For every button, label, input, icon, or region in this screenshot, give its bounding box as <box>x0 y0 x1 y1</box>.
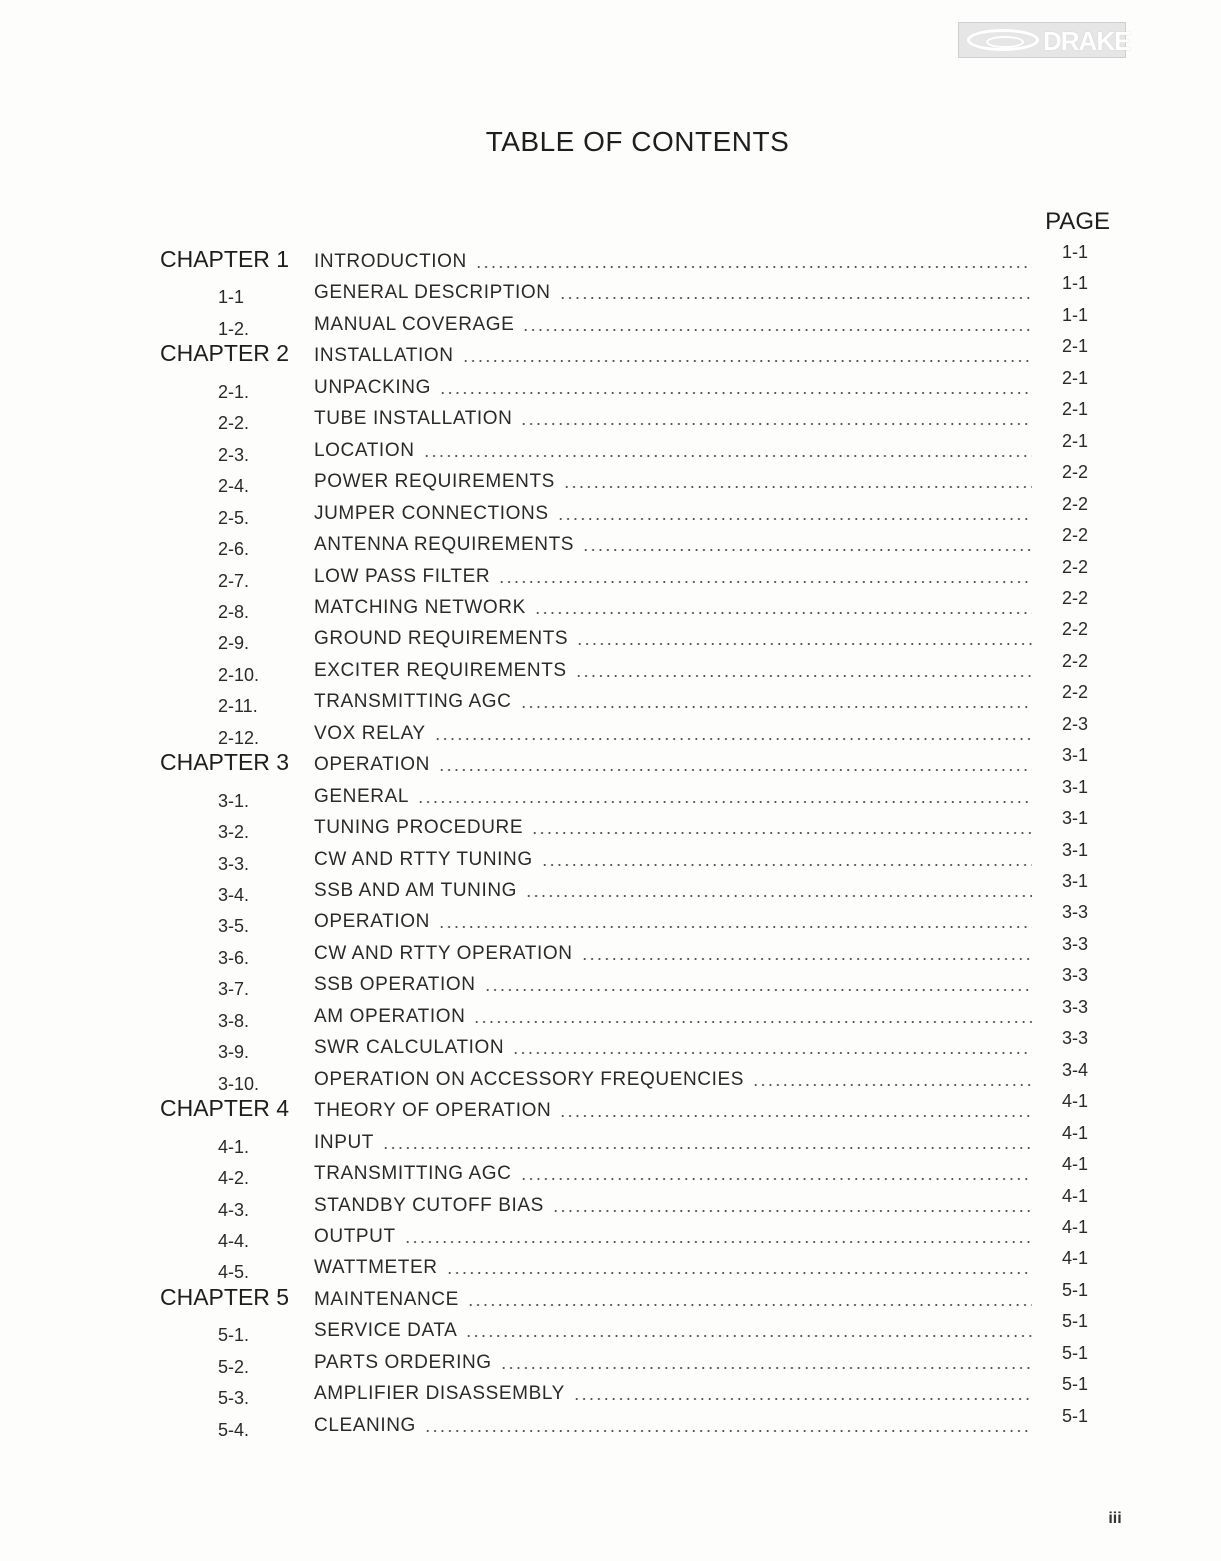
entry-page: 3-1 <box>1061 745 1088 766</box>
entry-title: INTRODUCTION <box>314 251 467 272</box>
entry-page: 2-2 <box>1061 650 1088 671</box>
toc-chapter-entry <box>0 745 1221 777</box>
entry-title: EXCITER REQUIREMENTS <box>314 659 567 681</box>
toc-section-entry <box>0 1405 1221 1440</box>
section-number: 5-4. <box>218 1419 250 1440</box>
toc-section-entry <box>0 1059 1221 1094</box>
entry-page: 3-1 <box>1061 776 1088 797</box>
entry-title-line <box>314 531 1032 556</box>
section-number: 2-10. <box>218 664 260 685</box>
section-number: 2-6. <box>218 539 250 560</box>
dot-leader <box>582 534 1032 553</box>
entry-title: TUBE INSTALLATION <box>314 408 513 430</box>
entry-title-line <box>314 405 1032 430</box>
entry-title: GROUND REQUIREMENTS <box>314 628 569 650</box>
dot-leader <box>484 974 1032 993</box>
entry-title: ANTENNA REQUIREMENTS <box>314 534 575 556</box>
drake-emblem-icon <box>967 29 1039 51</box>
entry-page: 2-2 <box>1061 587 1088 608</box>
dot-leader <box>520 408 1032 427</box>
section-number: 3-6. <box>218 947 250 968</box>
entry-title: PARTS ORDERING <box>314 1351 492 1373</box>
entry-page: 2-2 <box>1061 619 1088 640</box>
dot-leader <box>576 628 1032 647</box>
dot-leader <box>417 786 1032 805</box>
section-number: 5-1. <box>218 1325 250 1346</box>
dot-leader <box>520 1163 1033 1182</box>
toc-section-entry <box>0 462 1221 497</box>
entry-title-line <box>314 437 1032 462</box>
toc-chapter-entry <box>0 1091 1221 1123</box>
section-number: 3-1. <box>218 790 250 811</box>
entry-title: OPERATION ON ACCESSORY FREQUENCIES <box>314 1068 745 1090</box>
toc-section-entry <box>0 839 1221 874</box>
section-number: 2-9. <box>218 633 250 654</box>
entry-title: SSB AND AM TUNING <box>314 880 518 901</box>
entry-title-line <box>314 248 1032 273</box>
chapter-number: CHAPTER 1 <box>160 246 290 272</box>
toc-section-entry <box>0 713 1221 748</box>
toc-section-entry <box>0 808 1221 843</box>
entry-page: 4-1 <box>1061 1216 1088 1237</box>
entry-title: JUMPER CONNECTIONS <box>314 502 549 524</box>
entry-page: 4-1 <box>1061 1248 1088 1269</box>
entry-title: TUNING PROCEDURE <box>314 817 524 839</box>
entry-title: VOX RELAY <box>314 722 426 744</box>
entry-page: 4-1 <box>1061 1185 1088 1206</box>
entry-title: AMPLIFIER DISASSEMBLY <box>314 1383 565 1405</box>
dot-leader <box>563 471 1032 490</box>
section-number: 4-2. <box>218 1168 250 1189</box>
chapter-number: CHAPTER 5 <box>160 1283 290 1310</box>
dot-leader <box>434 723 1032 742</box>
toc-section-entry <box>0 430 1221 465</box>
dot-leader <box>500 1352 1032 1371</box>
dot-leader <box>512 1037 1032 1056</box>
dot-leader <box>382 1132 1032 1151</box>
dot-leader <box>467 1289 1032 1308</box>
entry-title-line <box>314 751 1032 776</box>
entry-page: 5-1 <box>1061 1279 1088 1300</box>
dot-leader <box>423 440 1032 459</box>
toc-section-entry <box>0 1216 1221 1251</box>
section-number: 2-12. <box>218 727 260 748</box>
entry-page: 5-1 <box>1061 1405 1088 1426</box>
section-number: 4-4. <box>218 1230 250 1251</box>
section-number: 5-2. <box>218 1356 250 1377</box>
entry-page: 2-2 <box>1061 493 1088 514</box>
entry-page: 1-1 <box>1061 304 1088 325</box>
dot-leader <box>475 251 1032 270</box>
entry-title: WATTMETER <box>314 1257 438 1279</box>
toc-section-entry <box>0 1248 1221 1283</box>
entry-page: 3-3 <box>1061 933 1088 954</box>
section-number: 3-2. <box>218 822 250 843</box>
entry-page: 2-1 <box>1061 336 1088 357</box>
toc-section-entry <box>0 682 1221 717</box>
entry-title: MATCHING NETWORK <box>314 596 526 618</box>
entry-page: 1-1 <box>1061 242 1088 262</box>
section-number: 2-5. <box>218 507 250 528</box>
section-number: 2-2. <box>218 413 250 434</box>
toc-section-entry <box>0 525 1221 560</box>
section-number: 3-4. <box>218 885 250 905</box>
entry-title-line <box>314 311 1032 336</box>
entry-title-line <box>314 625 1032 650</box>
toc-section-entry <box>0 902 1221 937</box>
toc-section-entry <box>0 933 1221 968</box>
section-number: 4-3. <box>218 1199 250 1220</box>
entry-title-line <box>314 468 1032 493</box>
dot-leader <box>581 943 1032 962</box>
logo-text: DRAKE <box>1043 26 1131 56</box>
entry-title: THEORY OF OPERATION <box>314 1100 552 1122</box>
entry-title: CW AND RTTY OPERATION <box>314 942 573 964</box>
entry-title-line <box>314 1254 1032 1279</box>
entry-title: POWER REQUIREMENTS <box>314 471 555 493</box>
entry-title-line <box>314 563 1032 588</box>
entry-page: 4-1 <box>1061 1122 1088 1143</box>
section-number: 4-1. <box>218 1136 250 1157</box>
dot-leader <box>439 377 1032 396</box>
entry-title-line <box>314 657 1032 682</box>
section-number: 5-3. <box>218 1388 250 1409</box>
section-number: 3-7. <box>218 979 250 1000</box>
entry-title: LOCATION <box>314 439 415 461</box>
section-number: 2-4. <box>218 476 250 497</box>
toc-chapter-entry <box>0 336 1221 368</box>
entry-page: 3-3 <box>1061 965 1088 986</box>
toc-section-entry <box>0 399 1221 434</box>
entry-title-line <box>314 594 1032 619</box>
section-number: 3-9. <box>218 1042 250 1063</box>
entry-title: GENERAL <box>314 785 410 807</box>
entry-title: SWR CALCULATION <box>314 1037 505 1059</box>
section-number: 2-11. <box>218 696 258 717</box>
section-number: 2-7. <box>218 570 250 591</box>
entry-page: 4-1 <box>1061 1091 1088 1112</box>
entry-title: UNPACKING <box>314 376 431 398</box>
entry-title-line <box>314 1003 1032 1028</box>
section-number: 2-1. <box>218 381 250 402</box>
entry-title: TRANSMITTING AGC <box>314 1163 512 1185</box>
page-title: TABLE OF CONTENTS <box>485 126 790 157</box>
entry-title-line <box>314 1317 1032 1342</box>
entry-title: MAINTENANCE <box>314 1288 459 1310</box>
entry-page: 5-1 <box>1061 1374 1088 1395</box>
entry-title-line <box>314 846 1032 871</box>
entry-page: 3-1 <box>1061 808 1088 829</box>
entry-page: 5-1 <box>1061 1311 1088 1332</box>
chapter-number: CHAPTER 4 <box>160 1095 290 1122</box>
drake-logo <box>958 22 1131 58</box>
toc-section-entry <box>0 273 1221 308</box>
toc-section-entry <box>0 1342 1221 1377</box>
page-column-header: PAGE <box>1045 208 1110 235</box>
toc-section-entry <box>0 871 1221 905</box>
dot-leader <box>525 880 1032 899</box>
dot-leader <box>522 314 1032 333</box>
entry-page: 2-2 <box>1061 525 1088 546</box>
toc-section-entry <box>0 1028 1221 1063</box>
toc-section-entry <box>0 1185 1221 1220</box>
entry-title: CW AND RTTY TUNING <box>314 848 533 870</box>
toc-section-entry <box>0 1374 1221 1409</box>
entry-title: TRANSMITTING AGC <box>314 691 512 713</box>
entry-title: MANUAL COVERAGE <box>314 313 515 335</box>
toc-chapter-entry <box>0 1279 1221 1312</box>
entry-page: 5-1 <box>1061 1342 1088 1363</box>
entry-page: 3-3 <box>1061 1028 1088 1049</box>
entry-title-line <box>314 1097 1032 1122</box>
entry-page: 4-1 <box>1061 1154 1088 1175</box>
section-number: 3-3. <box>218 853 250 874</box>
chapter-number: CHAPTER 2 <box>160 340 290 367</box>
entry-page: 2-1 <box>1061 399 1088 420</box>
section-number: 3-5. <box>218 916 250 937</box>
entry-title: INPUT <box>314 1131 374 1153</box>
dot-leader <box>438 754 1032 773</box>
section-number: 3-10. <box>218 1073 260 1094</box>
dot-leader <box>559 1100 1032 1119</box>
entry-title: OUTPUT <box>314 1225 396 1247</box>
toc-section-entry <box>0 650 1221 685</box>
dot-leader <box>552 1195 1032 1214</box>
entry-title-line <box>314 877 1032 902</box>
toc-section-entry <box>0 587 1221 622</box>
entry-title-line <box>314 1412 1032 1437</box>
dot-leader <box>473 1006 1032 1025</box>
section-number: 4-5. <box>218 1262 250 1283</box>
entry-title-line <box>314 500 1032 525</box>
toc-section-entry <box>0 304 1221 339</box>
entry-title-line <box>314 1192 1032 1217</box>
entry-title-line <box>314 1160 1032 1185</box>
dot-leader <box>462 345 1032 364</box>
dot-leader <box>534 597 1032 616</box>
dot-leader <box>559 282 1032 301</box>
entry-title-line <box>314 688 1032 713</box>
chapter-number: CHAPTER 3 <box>160 749 290 776</box>
section-number: 2-3. <box>218 444 250 465</box>
entry-title-line <box>314 908 1032 933</box>
toc-section-entry <box>0 1122 1221 1157</box>
entry-title-line <box>314 1066 1032 1091</box>
entry-page: 2-2 <box>1061 556 1088 577</box>
entry-title: AM OPERATION <box>314 1005 466 1027</box>
entry-page: 2-3 <box>1061 713 1088 734</box>
toc-section-entry <box>0 776 1221 811</box>
toc-section-entry <box>0 1311 1221 1346</box>
dot-leader <box>520 691 1033 710</box>
entry-title-line <box>314 1223 1032 1248</box>
entry-page: 3-1 <box>1061 839 1088 860</box>
dot-leader <box>531 817 1032 836</box>
entry-title-line <box>314 279 1032 304</box>
dot-leader <box>541 849 1032 868</box>
entry-title: STANDBY CUTOFF BIAS <box>314 1194 544 1216</box>
toc-section-entry <box>0 619 1221 654</box>
entry-title-line <box>314 814 1032 839</box>
toc-section-entry <box>0 556 1221 591</box>
entry-title-line <box>314 374 1032 399</box>
entry-title: LOW PASS FILTER <box>314 565 491 587</box>
dot-leader <box>465 1320 1032 1339</box>
entry-page: 2-1 <box>1061 367 1088 388</box>
dot-leader <box>557 503 1032 522</box>
entry-title-line <box>314 1380 1032 1405</box>
toc-section-entry <box>0 965 1221 1000</box>
entry-page: 2-1 <box>1061 430 1088 451</box>
entry-title: SSB OPERATION <box>314 974 476 996</box>
entry-page: 1-1 <box>1061 273 1088 294</box>
toc-section-entry <box>0 367 1221 402</box>
entry-title: GENERAL DESCRIPTION <box>314 282 551 304</box>
entry-page: 2-2 <box>1061 682 1088 703</box>
page-number: iii <box>1108 1510 1122 1527</box>
dot-leader <box>752 1069 1032 1088</box>
entry-title-line <box>314 971 1032 996</box>
dot-leader <box>498 566 1032 585</box>
dot-leader <box>438 911 1032 930</box>
entry-title-line <box>314 783 1032 808</box>
entry-title-line <box>314 342 1032 367</box>
entry-title: INSTALLATION <box>314 345 454 367</box>
entry-title: CLEANING <box>314 1414 416 1436</box>
dot-leader <box>446 1257 1032 1276</box>
entry-title-line <box>314 940 1032 965</box>
entry-title: OPERATION <box>314 754 430 776</box>
entry-page: 3-3 <box>1061 996 1088 1017</box>
section-number: 2-8. <box>218 601 250 622</box>
toc-section-entry <box>0 493 1221 528</box>
toc-section-entry <box>0 996 1221 1031</box>
entry-page: 3-1 <box>1061 871 1088 891</box>
entry-page: 3-4 <box>1061 1059 1088 1080</box>
entry-title-line <box>314 720 1032 745</box>
entry-title-line <box>314 1349 1032 1374</box>
entry-page: 3-3 <box>1061 902 1088 923</box>
dot-leader <box>404 1226 1032 1245</box>
entry-title-line <box>314 1034 1032 1059</box>
entry-title: OPERATION <box>314 911 430 933</box>
entry-title: SERVICE DATA <box>314 1320 458 1342</box>
toc-section-entry <box>0 1154 1221 1189</box>
section-number: 1-1 <box>218 287 245 308</box>
dot-leader <box>575 660 1032 679</box>
dot-leader <box>573 1383 1032 1402</box>
entry-title-line <box>314 1129 1032 1154</box>
toc-chapter-entry <box>0 242 1221 274</box>
section-number: 1-2. <box>218 318 250 339</box>
section-number: 3-8. <box>218 1010 250 1031</box>
entry-title-line <box>314 1286 1032 1311</box>
entry-page: 2-2 <box>1061 462 1088 483</box>
dot-leader <box>424 1415 1032 1434</box>
